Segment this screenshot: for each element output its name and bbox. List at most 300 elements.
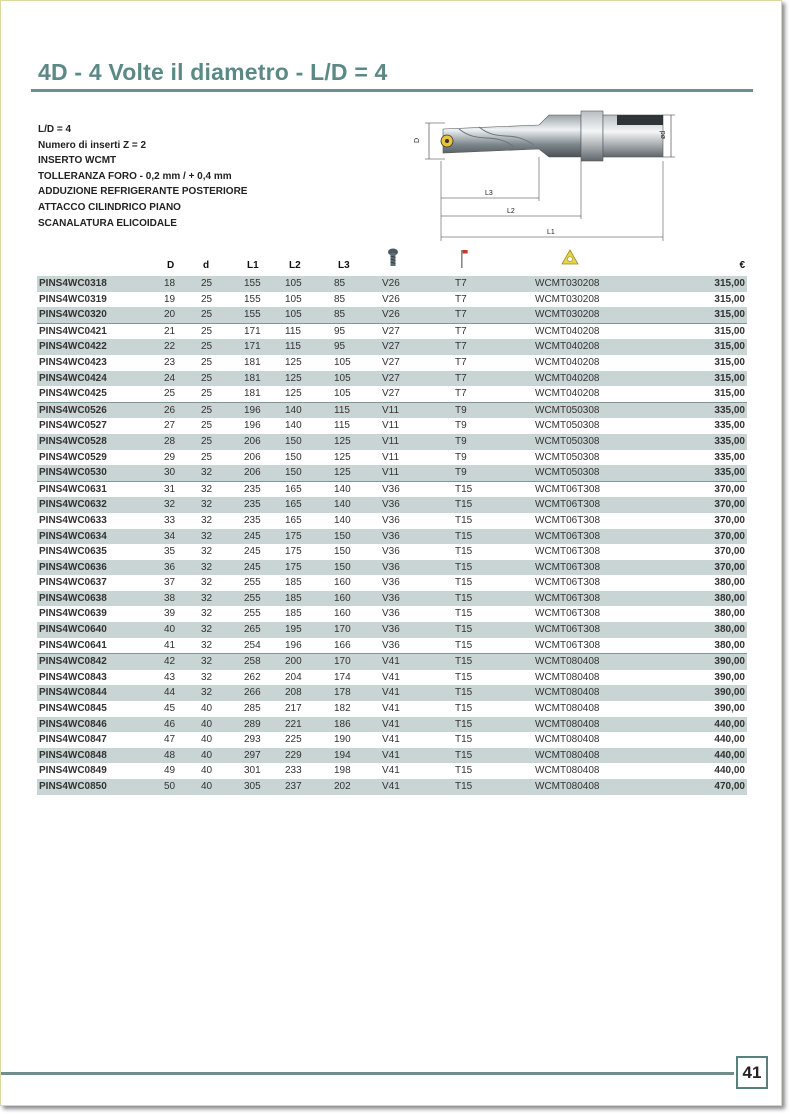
product-code: PINS4WC0318	[37, 276, 164, 292]
cell-L2: 185	[285, 577, 302, 589]
cell-key: T15	[455, 529, 535, 545]
spec-shank: ATTACCO CILINDRICO PIANO	[38, 201, 181, 213]
cell-d: 40	[201, 734, 213, 746]
cell-screw: V41	[382, 779, 455, 795]
cell-D: 21	[164, 323, 201, 339]
screw-icon	[387, 248, 399, 270]
product-code: PINS4WC0638	[37, 591, 164, 607]
drill-technical-drawing	[399, 101, 679, 246]
cell-d: 32	[201, 546, 213, 558]
cell-L2: 105	[285, 307, 334, 323]
cell-L3: 105	[334, 356, 351, 368]
cell-insert: WCMT040208	[535, 388, 600, 400]
table-row	[37, 560, 747, 576]
cell-L3: 150	[334, 560, 382, 576]
cell-L1: 206	[244, 451, 261, 463]
col-header-D: D	[167, 260, 175, 271]
cell-D: 46	[164, 717, 201, 733]
product-code: PINS4WC0637	[39, 577, 107, 589]
col-header-L1: L1	[247, 260, 259, 271]
cell-key: T15	[455, 703, 473, 715]
cell-screw: V11	[382, 434, 455, 450]
cell-insert: WCMT06T308	[535, 622, 615, 638]
cell-L1: 301	[244, 765, 261, 777]
table-row	[37, 402, 747, 418]
cell-insert: WCMT030208	[535, 307, 615, 323]
cell-L1: 262	[244, 671, 261, 683]
product-code: PINS4WC0320	[37, 307, 164, 323]
cell-L1: 265	[244, 622, 285, 638]
cell-L2: 140	[285, 420, 302, 432]
cell-screw: V27	[382, 323, 455, 339]
cell-price: 440,00	[615, 717, 747, 733]
product-code: PINS4WC0424	[37, 371, 164, 387]
cell-D: 42	[164, 654, 201, 670]
product-code: PINS4WC0640	[37, 622, 164, 638]
cell-L3: 160	[334, 577, 351, 589]
cell-key: T15	[455, 497, 535, 513]
cell-key: T9	[455, 451, 467, 463]
cell-screw: V36	[382, 497, 455, 513]
cell-insert: WCMT040208	[535, 371, 615, 387]
cell-L3: 198	[334, 765, 351, 777]
table-row	[37, 606, 747, 622]
cell-L3: 150	[334, 529, 382, 545]
cell-price: 315,00	[714, 293, 745, 305]
cell-screw: V41	[382, 734, 400, 746]
product-code: PINS4WC0641	[39, 639, 107, 651]
cell-D: 37	[164, 577, 176, 589]
cell-screw: V27	[382, 371, 455, 387]
title-divider	[31, 89, 753, 92]
cell-insert: WCMT080408	[535, 717, 615, 733]
cell-key: T9	[455, 402, 535, 418]
cell-screw: V36	[382, 514, 400, 526]
cell-key: T7	[455, 371, 535, 387]
cell-price: 335,00	[615, 465, 747, 481]
cell-screw: V27	[382, 356, 400, 368]
cell-d: 32	[201, 560, 244, 576]
cell-price: 380,00	[714, 608, 745, 620]
cell-L1: 245	[244, 529, 285, 545]
table-row	[37, 622, 747, 638]
product-code: PINS4WC0633	[39, 514, 107, 526]
cell-L3: 85	[334, 307, 382, 323]
cell-d: 25	[201, 434, 244, 450]
cell-L1: 155	[244, 293, 261, 305]
cell-L2: 208	[285, 685, 334, 701]
cell-key: T9	[455, 420, 467, 432]
table-header	[37, 245, 747, 275]
cell-L1: 155	[244, 276, 285, 292]
cell-D: 19	[164, 293, 176, 305]
label-d: ød	[660, 130, 667, 139]
cell-D: 47	[164, 734, 176, 746]
cell-d: 25	[201, 402, 244, 418]
cell-insert: WCMT050308	[535, 451, 600, 463]
cell-price: 335,00	[714, 420, 745, 432]
cell-L1: 255	[244, 591, 285, 607]
cell-L3: 140	[334, 497, 382, 513]
cell-L1: 206	[244, 434, 285, 450]
cell-price: 380,00	[714, 639, 745, 651]
cell-screw: V27	[382, 339, 455, 355]
col-header-L3: L3	[338, 260, 350, 271]
table-row	[37, 292, 747, 308]
cell-L2: 140	[285, 402, 334, 418]
cell-key: T15	[455, 608, 473, 620]
cell-screw: V36	[382, 560, 455, 576]
cell-D: 44	[164, 685, 201, 701]
product-code: PINS4WC0635	[39, 546, 107, 558]
cell-D: 18	[164, 276, 201, 292]
drill-flange	[581, 111, 603, 161]
cell-L3: 174	[334, 671, 351, 683]
cell-L3: 140	[334, 514, 351, 526]
cell-D: 38	[164, 591, 201, 607]
cell-D: 31	[164, 481, 201, 497]
table-row	[37, 779, 747, 795]
cell-L2: 185	[285, 608, 302, 620]
cell-D: 40	[164, 622, 201, 638]
table-row	[37, 529, 747, 545]
cell-d: 40	[201, 717, 244, 733]
cell-L3: 105	[334, 388, 351, 400]
product-code: PINS4WC0636	[37, 560, 164, 576]
product-code: PINS4WC0631	[37, 481, 164, 497]
cell-screw: V36	[382, 639, 400, 651]
product-code: PINS4WC0530	[37, 465, 164, 481]
cell-L3: 170	[334, 654, 382, 670]
cell-L1: 196	[244, 420, 261, 432]
product-code: PINS4WC0425	[39, 388, 107, 400]
cell-price: 390,00	[714, 671, 745, 683]
page-number: 41	[736, 1056, 768, 1089]
cell-L3: 160	[334, 608, 351, 620]
cell-screw: V11	[382, 451, 400, 463]
cell-screw: V41	[382, 703, 400, 715]
cell-insert: WCMT030208	[535, 276, 615, 292]
cell-D: 36	[164, 560, 201, 576]
product-code: PINS4WC0423	[39, 356, 107, 368]
cell-price: 440,00	[714, 734, 745, 746]
product-code: PINS4WC0639	[39, 608, 107, 620]
cell-screw: V36	[382, 608, 400, 620]
drill-body	[443, 115, 581, 157]
cell-L2: 204	[285, 671, 302, 683]
cell-screw: V36	[382, 546, 400, 558]
cell-key: T15	[455, 481, 535, 497]
cell-key: T7	[455, 323, 535, 339]
table-row	[37, 763, 747, 779]
cell-L1: 171	[244, 323, 285, 339]
cell-insert: WCMT080408	[535, 671, 600, 683]
table-row	[37, 670, 747, 686]
cell-d: 25	[201, 307, 244, 323]
cell-L1: 235	[244, 497, 285, 513]
cell-L3: 105	[334, 371, 382, 387]
cell-L2: 125	[285, 356, 302, 368]
cell-price: 315,00	[615, 323, 747, 339]
cell-L3: 95	[334, 339, 382, 355]
cell-price: 440,00	[714, 765, 745, 777]
cell-key: T15	[455, 560, 535, 576]
cell-D: 39	[164, 608, 176, 620]
table-row	[37, 732, 747, 748]
cell-price: 370,00	[615, 481, 747, 497]
cell-L2: 185	[285, 591, 334, 607]
cell-L1: 254	[244, 639, 261, 651]
label-L3: L3	[485, 190, 493, 197]
cell-insert: WCMT06T308	[535, 608, 601, 620]
table-row	[37, 276, 747, 292]
spec-hole-tolerance: TOLLERANZA FORO - 0,2 mm / + 0,4 mm	[38, 170, 232, 182]
cell-price: 335,00	[615, 434, 747, 450]
cell-d: 32	[201, 514, 213, 526]
cell-L2: 165	[285, 481, 334, 497]
cell-key: T15	[455, 765, 473, 777]
cell-d: 32	[201, 608, 213, 620]
cell-price: 315,00	[615, 307, 747, 323]
cell-insert: WCMT06T308	[535, 546, 601, 558]
cell-D: 30	[164, 465, 201, 481]
cell-L1: 255	[244, 608, 261, 620]
cell-L1: 235	[244, 514, 261, 526]
cell-D: 35	[164, 546, 176, 558]
table-row	[37, 497, 747, 513]
cell-price: 315,00	[615, 371, 747, 387]
cell-L2: 175	[285, 529, 334, 545]
cell-L3: 95	[334, 323, 382, 339]
cell-L2: 217	[285, 703, 302, 715]
cell-L2: 150	[285, 434, 334, 450]
cell-L2: 125	[285, 371, 334, 387]
col-header-d: d	[203, 260, 210, 271]
cell-L1: 181	[244, 371, 285, 387]
cell-insert: WCMT080408	[535, 765, 600, 777]
cell-price: 380,00	[615, 622, 747, 638]
cell-insert: WCMT040208	[535, 356, 600, 368]
cell-screw: V41	[382, 717, 455, 733]
cell-D: 27	[164, 420, 176, 432]
product-code: PINS4WC0850	[37, 779, 164, 795]
cell-L3: 194	[334, 748, 382, 764]
cell-key: T9	[455, 434, 535, 450]
cell-price: 370,00	[714, 514, 745, 526]
cell-insert: WCMT080408	[535, 685, 615, 701]
cell-d: 32	[201, 481, 244, 497]
cell-insert: WCMT06T308	[535, 481, 615, 497]
table-row	[37, 450, 747, 466]
product-table	[37, 276, 747, 795]
cell-d: 25	[201, 276, 244, 292]
table-row	[37, 481, 747, 497]
cell-L3: 85	[334, 276, 382, 292]
cell-insert: WCMT080408	[535, 748, 615, 764]
cell-L3: 186	[334, 717, 382, 733]
cell-screw: V41	[382, 671, 400, 683]
cell-L2: 105	[285, 293, 302, 305]
cell-key: T7	[455, 276, 535, 292]
table-row	[37, 685, 747, 701]
cell-L1: 255	[244, 577, 261, 589]
table-row	[37, 717, 747, 733]
cell-D: 26	[164, 402, 201, 418]
cell-L3: 182	[334, 703, 351, 715]
cell-d: 32	[201, 654, 244, 670]
cell-key: T7	[455, 293, 467, 305]
label-L1: L1	[547, 229, 555, 236]
cell-L3: 140	[334, 481, 382, 497]
cell-screw: V36	[382, 529, 455, 545]
cell-L3: 150	[334, 546, 351, 558]
cell-price: 390,00	[615, 654, 747, 670]
cell-L3: 170	[334, 622, 382, 638]
cell-key: T15	[455, 654, 535, 670]
cell-screw: V41	[382, 748, 455, 764]
cell-key: T15	[455, 591, 535, 607]
product-code: PINS4WC0843	[39, 671, 107, 683]
page-title: 4D - 4 Volte il diametro - L/D = 4	[38, 59, 388, 85]
product-code: PINS4WC0849	[39, 765, 107, 777]
cell-d: 25	[201, 293, 213, 305]
cell-L1: 181	[244, 356, 261, 368]
cell-d: 25	[201, 388, 213, 400]
cell-key: T15	[455, 748, 535, 764]
cell-insert: WCMT080408	[535, 703, 600, 715]
cell-d: 25	[201, 451, 213, 463]
product-code: PINS4WC0844	[37, 685, 164, 701]
cell-insert: WCMT06T308	[535, 591, 615, 607]
cell-d: 32	[201, 529, 244, 545]
cell-screw: V36	[382, 481, 455, 497]
cell-L2: 200	[285, 654, 334, 670]
cell-L1: 289	[244, 717, 285, 733]
cell-D: 28	[164, 434, 201, 450]
table-row	[37, 371, 747, 387]
product-code: PINS4WC0842	[37, 654, 164, 670]
product-code: PINS4WC0421	[37, 323, 164, 339]
cell-D: 23	[164, 356, 176, 368]
cell-d: 32	[201, 577, 213, 589]
cell-key: T15	[455, 671, 473, 683]
table-row	[37, 386, 747, 402]
cell-L1: 285	[244, 703, 261, 715]
table-row	[37, 434, 747, 450]
col-header-price: €	[739, 260, 745, 271]
cell-insert: WCMT06T308	[535, 639, 601, 651]
spec-ld-ratio: L/D = 4	[38, 124, 72, 135]
cell-key: T15	[455, 622, 535, 638]
cell-L1: 293	[244, 734, 261, 746]
cell-d: 32	[201, 671, 213, 683]
cell-D: 45	[164, 703, 176, 715]
cell-L3: 202	[334, 779, 382, 795]
cell-insert: WCMT050308	[535, 420, 600, 432]
cell-insert: WCMT080408	[535, 654, 615, 670]
product-code: PINS4WC0847	[39, 734, 107, 746]
cell-D: 32	[164, 497, 201, 513]
cell-price: 440,00	[615, 748, 747, 764]
cell-price: 370,00	[615, 529, 747, 545]
cell-L2: 195	[285, 622, 334, 638]
cell-key: T9	[455, 465, 535, 481]
cell-price: 370,00	[714, 546, 745, 558]
cell-L1: 245	[244, 560, 285, 576]
cell-L3: 166	[334, 639, 351, 651]
product-code: PINS4WC0529	[39, 451, 107, 463]
cell-price: 315,00	[615, 276, 747, 292]
cell-key: T7	[455, 307, 535, 323]
cell-L1: 258	[244, 654, 285, 670]
table-row	[37, 654, 747, 670]
cell-screw: V41	[382, 685, 455, 701]
cell-L1: 206	[244, 465, 285, 481]
product-code: PINS4WC0846	[37, 717, 164, 733]
cell-insert: WCMT050308	[535, 434, 615, 450]
table-row	[37, 323, 747, 339]
table-row	[37, 591, 747, 607]
cell-d: 40	[201, 779, 244, 795]
cell-L2: 125	[285, 388, 302, 400]
cell-D: 20	[164, 307, 201, 323]
specifications-list	[38, 122, 247, 231]
cell-insert: WCMT080408	[535, 734, 600, 746]
cell-L2: 105	[285, 276, 334, 292]
table-row	[37, 307, 747, 323]
cell-insert: WCMT050308	[535, 465, 615, 481]
cell-screw: V36	[382, 577, 400, 589]
cell-L1: 266	[244, 685, 285, 701]
cell-insert: WCMT06T308	[535, 529, 615, 545]
cell-price: 390,00	[615, 685, 747, 701]
product-code: PINS4WC0632	[37, 497, 164, 513]
cell-insert: WCMT080408	[535, 779, 615, 795]
cell-D: 41	[164, 639, 176, 651]
product-code: PINS4WC0526	[37, 402, 164, 418]
cell-L2: 150	[285, 451, 302, 463]
cell-d: 32	[201, 622, 244, 638]
cell-D: 22	[164, 339, 201, 355]
table-row	[37, 465, 747, 481]
cell-screw: V27	[382, 388, 400, 400]
table-row	[37, 418, 747, 434]
cell-L1: 305	[244, 779, 285, 795]
spec-insert-type: INSERTO WCMT	[38, 155, 117, 167]
cell-L1: 297	[244, 748, 285, 764]
cell-insert: WCMT06T308	[535, 577, 601, 589]
cell-D: 34	[164, 529, 201, 545]
product-code: PINS4WC0848	[37, 748, 164, 764]
cell-screw: V11	[382, 402, 455, 418]
cell-D: 29	[164, 451, 176, 463]
cell-screw: V11	[382, 465, 455, 481]
cell-D: 33	[164, 514, 176, 526]
cell-price: 390,00	[714, 703, 745, 715]
cell-price: 315,00	[714, 388, 745, 400]
cell-insert: WCMT040208	[535, 339, 615, 355]
cell-key: T15	[455, 639, 473, 651]
cell-price: 380,00	[714, 577, 745, 589]
cell-L3: 125	[334, 434, 382, 450]
cell-key: T15	[455, 717, 535, 733]
cell-d: 32	[201, 685, 244, 701]
table-row	[37, 638, 747, 654]
cell-price: 380,00	[615, 591, 747, 607]
cell-L2: 233	[285, 765, 302, 777]
cell-D: 49	[164, 765, 176, 777]
table-row	[37, 355, 747, 371]
